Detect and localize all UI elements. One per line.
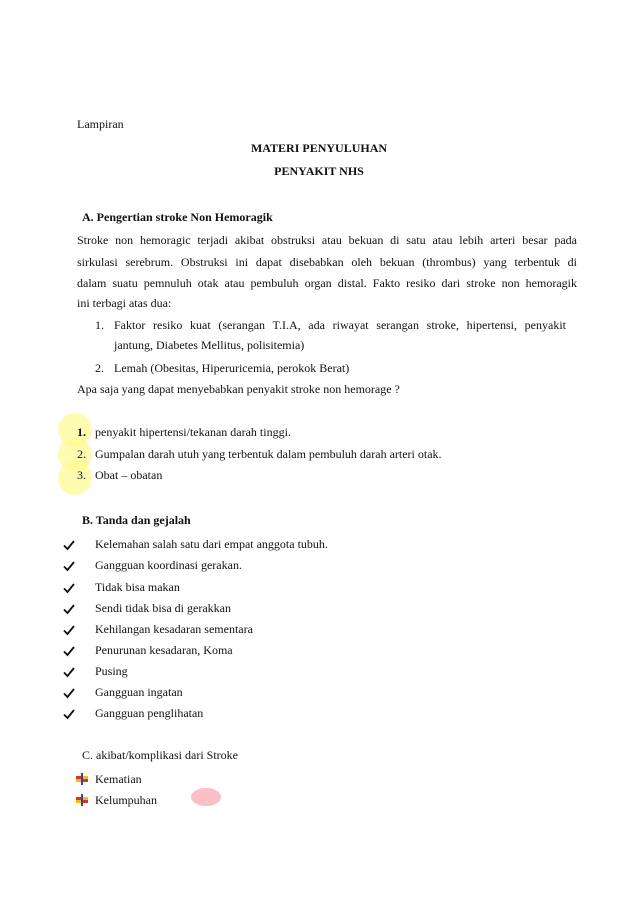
document-subtitle: PENYAKIT NHS [274, 164, 364, 178]
checkmark-icon [63, 645, 75, 657]
checkmark-icon [63, 582, 75, 594]
document-title: MATERI PENYULUHAN [250, 141, 388, 155]
question-text: Apa saja yang dapat menyebabkan penyakit stroke non hemorage ? [77, 382, 400, 396]
checkmark-icon [63, 539, 75, 551]
cause-text: Obat – obatan [95, 468, 163, 482]
symptom-item: Kelemahan salah satu dari empat anggota tubuh. [95, 537, 328, 551]
section-b-heading: B. Tanda dan gejalah [82, 513, 191, 527]
section-a-heading: A. Pengertian stroke Non Hemoragik [82, 210, 273, 224]
factor-number: 1. [95, 318, 104, 332]
cause-number: 3. [77, 468, 86, 482]
symptom-item: Sendi tidak bisa di gerakkan [95, 601, 231, 615]
symptom-item: Penurunan kesadaran, Koma [95, 643, 233, 657]
factor-text: Lemah (Obesitas, Hiperuricemia, perokok Berat) [114, 361, 350, 375]
cause-number: 2. [77, 447, 86, 461]
checkmark-icon [63, 624, 75, 636]
symptom-item: Tidak bisa makan [95, 580, 180, 594]
checkmark-icon [63, 687, 75, 699]
symptom-item: Kehilangan kesadaran sementara [95, 622, 253, 636]
symptom-item: Gangguan ingatan [95, 685, 183, 699]
flag-bullet-icon [76, 773, 88, 785]
checkmark-icon [63, 708, 75, 720]
factor-number: 2. [95, 361, 104, 375]
flag-bullet-icon [76, 794, 88, 806]
symptom-item: Pusing [95, 664, 128, 678]
paragraph-line: sirkulasi serebrum. Obstruksi ini dapat disebabkan oleh bekuan (thrombus) yang terbentuk di [77, 255, 577, 269]
symptom-item: Gangguan penglihatan [95, 706, 204, 720]
paragraph-line: Stroke non hemoragic terjadi akibat obstruksi atau bekuan di satu atau lebih arteri besar pada [77, 233, 577, 247]
cause-number: 1. [77, 425, 86, 439]
yellow-highlight [58, 461, 92, 495]
paragraph-line: ini terbagi atas dua: [77, 296, 172, 310]
checkmark-icon [63, 666, 75, 678]
factor-text-cont: jantung, Diabetes Mellitus, polisitemia) [114, 338, 305, 352]
symptom-item: Gangguan koordinasi gerakan. [95, 558, 242, 572]
header-label: Lampiran [77, 117, 124, 131]
pink-highlight [191, 788, 221, 806]
cause-text: Gumpalan darah utuh yang terbentuk dalam pembuluh darah arteri otak. [95, 447, 442, 461]
cause-text: penyakit hipertensi/tekanan darah tinggi. [95, 425, 291, 439]
complication-item: Kematian [95, 772, 142, 786]
factor-text: Faktor resiko kuat (serangan T.I.A, ada riwayat serangan stroke, hipertensi, penyakit [114, 318, 566, 332]
checkmark-icon [63, 603, 75, 615]
checkmark-icon [63, 560, 75, 572]
section-c-heading: C. akibat/komplikasi dari Stroke [82, 748, 238, 762]
paragraph-line: dalam suatu pemnuluh otak atau pembuluh organ distal. Fakto resiko dari stroke non hemoragik [77, 276, 577, 290]
complication-item: Kelumpuhan [95, 793, 157, 807]
